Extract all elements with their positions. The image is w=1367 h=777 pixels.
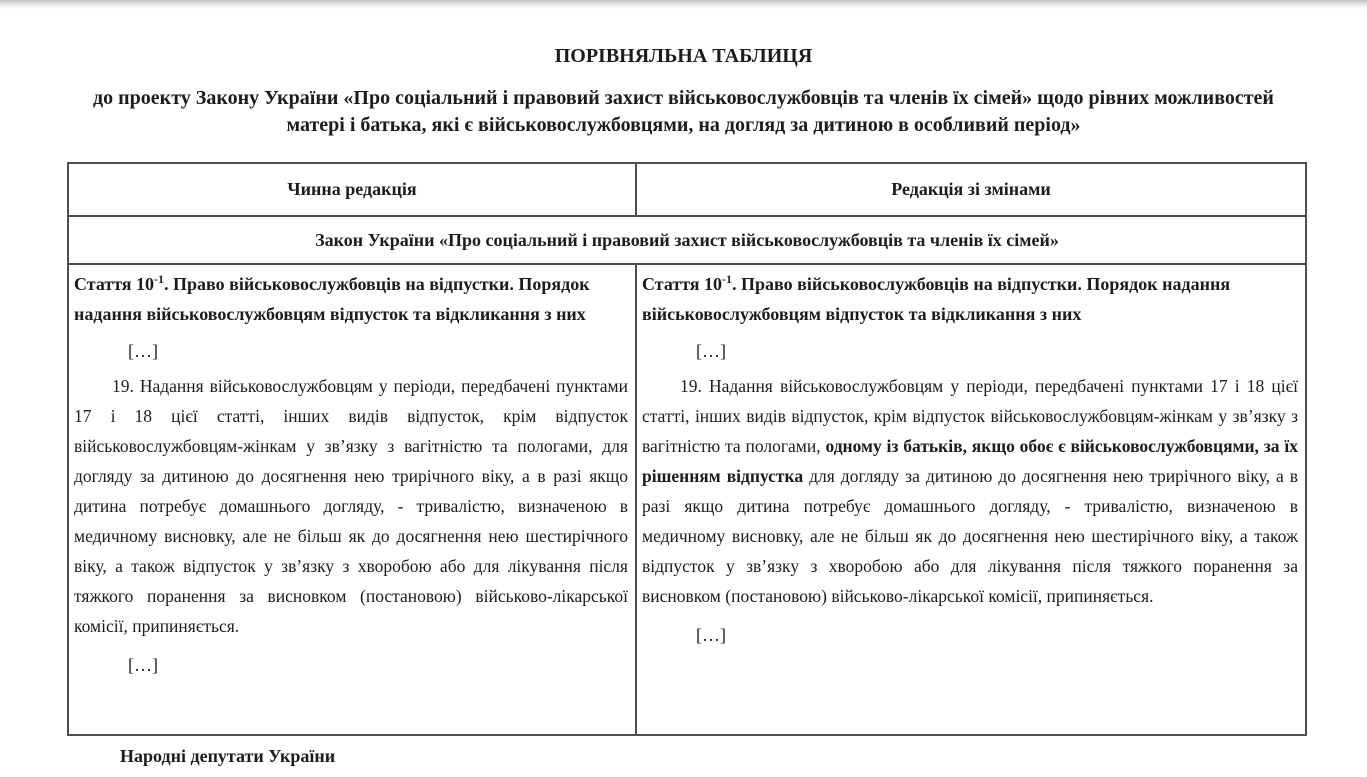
document-title: ПОРІВНЯЛЬНА ТАБЛИЦЯ (554, 45, 813, 67)
document-subtitle: до проекту Закону України «Про соціальний і правовий захист військовослужбовців та членів їх сімей» щодо рівних можливостей матері і батька, які є військовослужбовцями, на догляд за дитиною в особливий період» (93, 87, 1274, 136)
article-paragraph-amended (642, 371, 1298, 611)
article-number: Стаття 10 (74, 274, 155, 294)
comparison-table (67, 162, 1307, 736)
article-heading-text: . Право військовослужбовців на відпустки. Порядок надання військовослужбовцям відпусток та відкликання з них (74, 274, 590, 324)
article-number: Стаття 10 (642, 274, 723, 294)
article-heading-amended (642, 269, 1298, 329)
amendment-bold-text: одному із батьків, якщо обоє є військовослужбовцями, за їх рішенням відпустка (642, 436, 1298, 486)
document-page (0, 44, 1367, 767)
omission-mark-bottom: […] (128, 655, 158, 675)
column-header-amended-edition: Редакція зі змінами (636, 163, 1306, 216)
article-number-superscript: -1 (722, 272, 733, 286)
article-heading-current (74, 269, 628, 329)
omission-mark-top: […] (696, 341, 726, 361)
article-content-row (68, 264, 1306, 735)
page-top-edge-shadow (0, 0, 1367, 9)
omission-mark-bottom: […] (696, 625, 726, 645)
omission-mark-top: […] (128, 341, 158, 361)
column-header-current-edition: Чинна редакція (68, 163, 636, 216)
paragraph-text-before: 19. Надання військовослужбовцям у періоди, передбачені пунктами 17 і 18 цієї статті, інших видів відпусток, крім відпусток військовослужбовцям-жінкам у зв’язку з вагітністю та пологами, (642, 376, 1298, 456)
law-title-cell: Закон України «Про соціальний і правовий захист військовослужбовців та членів їх сімей» (68, 216, 1306, 264)
article-heading-text: . Право військовослужбовців на відпустки. Порядок надання військовослужбовцям відпусток та відкликання з них (642, 274, 1231, 324)
signatories-label: Народні депутати України (120, 746, 336, 766)
current-edition-cell (68, 264, 636, 735)
paragraph-text-after: для догляду за дитиною до досягнення нею трирічного віку, а в разі якщо дитина потребує домашнього догляду, - тривалістю, визначеною в медичному висновку, але не більш як до досягнення нею шестирічного віку, а також відпусток у зв’язку з хворобою або для лікування після тяжкого поранення за висновком (постановою) військово-лікарської комісії, припиняється. (642, 466, 1298, 606)
article-paragraph-current: 19. Надання військовослужбовцям у періоди, передбачені пунктами 17 і 18 цієї статті, інших видів відпусток, крім відпусток військовослужбовцям-жінкам у зв’язку з вагітністю та пологами, для догляду за дитиною до досягнення нею трирічного віку, а в разі якщо дитина потребує домашнього догляду, - тривалістю, визначеною в медичному висновку, але не більш як до досягнення нею шестирічного віку, а також відпусток у зв’язку з хворобою або для лікування після тяжкого поранення за висновком (постановою) військово-лікарської комісії, припиняється. (74, 376, 628, 636)
amended-edition-cell (636, 264, 1306, 735)
table-header-row (68, 163, 1306, 216)
law-title-row (68, 216, 1306, 264)
article-number-superscript: -1 (154, 272, 165, 286)
